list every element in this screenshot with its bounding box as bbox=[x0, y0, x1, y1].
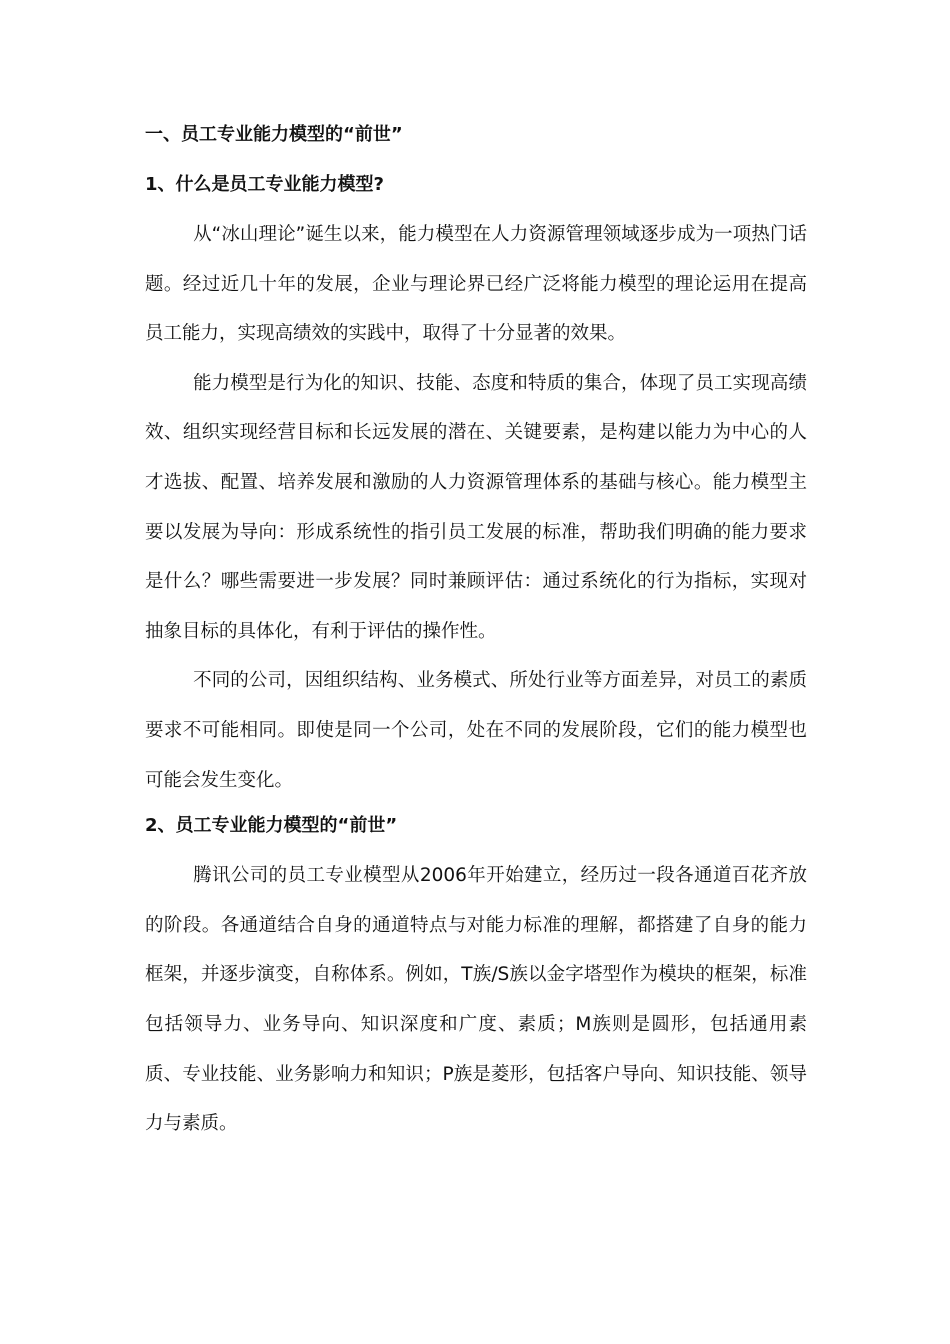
section-heading-1: 一、员工专业能力模型的“前世” bbox=[145, 124, 403, 145]
paragraph: 从“冰山理论”诞生以来，能力模型在人力资源管理领域逐步成为一项热门话题。经过近几十年的发展，企业与理论界已经广泛将能力模型的理论运用在提高员工能力，实现高绩效的实践中，取得了十分显著的效果。 bbox=[145, 224, 807, 345]
paragraph: 不同的公司，因组织结构、业务模式、所处行业等方面差异，对员工的素质要求不可能相同。即使是同一个公司，处在不同的发展阶段，它们的能力模型也可能会发生变化。 bbox=[145, 670, 807, 791]
document-body bbox=[145, 118, 807, 1149]
subsection-heading-1-2: 2、员工专业能力模型的“前世” bbox=[145, 815, 398, 837]
paragraph: 腾讯公司的员工专业模型从2006年开始建立，经历过一段各通道百花齐放的阶段。各通道结合自身的通道特点与对能力标准的理解，都搭建了自身的能力框架，并逐步演变，自称体系。例如，T族/S族以金字塔型作为模块的框架，标准包括领导力、业务导向、知识深度和广度、素质；M族则是圆形，包括通用素质、专业技能、业务影响力和知识；P族是菱形，包括客户导向、知识技能、领导力与素质。 bbox=[145, 865, 807, 1135]
subsection-heading-1-1: 1、什么是员工专业能力模型? bbox=[145, 174, 384, 195]
paragraph: 能力模型是行为化的知识、技能、态度和特质的集合，体现了员工实现高绩效、组织实现经营目标和长远发展的潜在、关键要素，是构建以能力为中心的人才选拔、配置、培养发展和激励的人力资源管理体系的基础与核心。能力模型主要以发展为导向：形成系统性的指引员工发展的标准，帮助我们明确的能力要求是什么？哪些需要进一步发展？同时兼顾评估：通过系统化的行为指标，实现对抽象目标的具体化，有利于评估的操作性。 bbox=[145, 372, 807, 642]
